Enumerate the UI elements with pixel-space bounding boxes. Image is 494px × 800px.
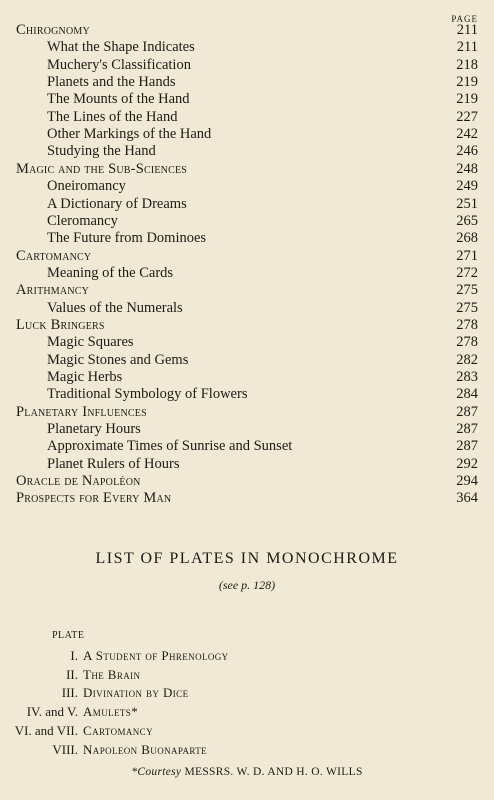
toc-entry-page: 242: [456, 126, 478, 143]
toc-entry-page: 278: [456, 316, 478, 333]
toc-section: [0, 22, 494, 39]
page-column-header: PAGE: [451, 14, 478, 24]
toc-entry-title: Muchery's Classification: [47, 56, 191, 73]
toc-entry-page: 284: [456, 386, 478, 403]
toc-entry-page: 268: [456, 230, 478, 247]
toc-entry: [0, 265, 494, 282]
toc-entry-page: 283: [456, 369, 478, 385]
toc-entry-title: Traditional Symbology of Flowers: [47, 386, 248, 403]
toc-entry-page: 249: [456, 178, 478, 195]
plate-number: I.: [70, 648, 78, 663]
footnote-prefix: *Courtesy: [131, 766, 182, 778]
toc-entry-title: The Mounts of the Hand: [47, 91, 190, 108]
toc-entry-page: 287: [456, 421, 478, 438]
toc-entry-title: Prospects for Every Man: [16, 490, 172, 507]
toc-entry-title: Oracle de Napoléon: [16, 473, 141, 490]
toc-entry-page: 287: [456, 438, 478, 455]
plate-row: [0, 666, 494, 684]
toc-entry-title: Values of the Numerals: [47, 299, 183, 316]
toc-entry-page: 272: [456, 264, 478, 281]
toc-entry: [0, 421, 494, 438]
toc-entry-page: 292: [456, 455, 478, 472]
toc-entry-title: Oneiromancy: [47, 178, 126, 195]
toc-entry: [0, 213, 494, 230]
toc-entry: [0, 438, 494, 455]
toc-entry-title: Cartomancy: [16, 247, 92, 264]
plate-title: Divination by Dice: [83, 685, 189, 701]
toc-section: [0, 317, 494, 334]
toc-entry: [0, 196, 494, 213]
toc-entry: [0, 39, 494, 56]
toc-section: [0, 404, 494, 421]
toc-section: [0, 473, 494, 490]
toc-entry-page: 294: [456, 473, 478, 490]
plate-number: II.: [66, 666, 78, 682]
toc-entry-title: A Dictionary of Dreams: [47, 195, 187, 212]
plates-subheading: (see p. 128): [218, 578, 276, 592]
toc-entry: [0, 230, 494, 247]
toc-entry-title: What the Shape Indicates: [47, 39, 195, 56]
toc-section: [0, 490, 494, 507]
toc-entry-page: 364: [456, 490, 478, 507]
toc-entry-page: 251: [456, 195, 478, 212]
toc-entry: [0, 352, 494, 369]
toc-entry: [0, 91, 494, 108]
toc-section: [0, 282, 494, 299]
toc-entry-title: Planetary Influences: [16, 403, 147, 420]
plate-row: [0, 684, 494, 702]
toc-entry-title: Magic Stones and Gems: [47, 351, 189, 368]
toc-entry-title: Approximate Times of Sunrise and Sunset: [47, 438, 293, 455]
plate-title: Cartomancy: [83, 722, 153, 738]
toc-entry: [0, 57, 494, 74]
toc-entry-title: Meaning of the Cards: [47, 264, 174, 281]
footnote: [0, 766, 494, 778]
plate-row: [0, 722, 494, 740]
toc-entry: [0, 334, 494, 351]
toc-entry-title: Luck Bringers: [16, 316, 105, 333]
plates-heading: LIST OF PLATES IN MONOCHROME: [95, 550, 399, 567]
plate-number: VI. and VII.: [14, 722, 78, 738]
toc-entry-title: Other Markings of the Hand: [47, 126, 212, 143]
toc-entry-page: 282: [456, 351, 478, 368]
toc-entry-title: The Future from Dominoes: [47, 230, 207, 247]
toc-entry-title: Planetary Hours: [47, 421, 141, 438]
toc-entry-title: Magic and the Sub-Sciences: [16, 160, 188, 177]
toc-entry-page: 246: [456, 143, 478, 160]
toc-entry-title: Planet Rulers of Hours: [47, 455, 180, 472]
toc-entry-title: The Lines of the Hand: [47, 108, 178, 125]
plate-number: III.: [61, 685, 78, 701]
footnote-text: MESSRS. W. D. AND H. O. WILLS: [181, 766, 363, 778]
toc-entry-page: 219: [456, 91, 478, 108]
toc-entry: [0, 109, 494, 126]
toc-entry-title: Chirognomy: [16, 22, 90, 38]
plate-row: [0, 703, 494, 721]
plate-title: Napoleon Buonaparte: [83, 741, 208, 757]
toc-entry: [0, 126, 494, 143]
plate-number: VIII.: [52, 741, 78, 757]
toc-entry-title: Magic Squares: [47, 334, 134, 351]
toc-entry-title: Arithmancy: [16, 282, 90, 299]
toc-section: [0, 248, 494, 265]
toc-entry-title: Cleromancy: [47, 212, 118, 229]
toc-entry: [0, 178, 494, 195]
toc-entry-page: 287: [456, 403, 478, 420]
plate-title: Amulets*: [83, 704, 139, 720]
plate-title: A Student of Phrenology: [83, 648, 229, 663]
toc-entry: [0, 456, 494, 473]
toc-entry-page: 211: [456, 39, 478, 56]
toc-entry-page: 218: [456, 56, 478, 73]
toc-entry: [0, 369, 494, 386]
toc-entry-page: 265: [456, 212, 478, 229]
toc-entry: [0, 386, 494, 403]
toc-entry-page: 227: [456, 108, 478, 125]
plate-title: The Brain: [83, 666, 141, 682]
toc-entry-page: 219: [456, 74, 478, 91]
toc-entry-page: 271: [456, 247, 478, 264]
toc-entry-page: 275: [456, 299, 478, 316]
plate-row: [0, 647, 494, 665]
toc-entry-page: 275: [456, 282, 478, 299]
toc-entry-page: 278: [456, 334, 478, 351]
toc-entry: [0, 300, 494, 317]
plate-number: IV. and V.: [26, 704, 78, 720]
toc-entry: [0, 74, 494, 91]
toc-entry-title: Studying the Hand: [47, 143, 156, 160]
toc-section: [0, 161, 494, 178]
toc-entry-title: Magic Herbs: [47, 369, 123, 385]
toc-entry-page: 248: [456, 160, 478, 177]
toc-entry-page: 211: [456, 22, 478, 38]
plate-row: [0, 741, 494, 759]
plate-column-label: PLATE: [52, 630, 85, 641]
toc-entry-title: Planets and the Hands: [47, 74, 176, 91]
toc-entry: [0, 143, 494, 160]
